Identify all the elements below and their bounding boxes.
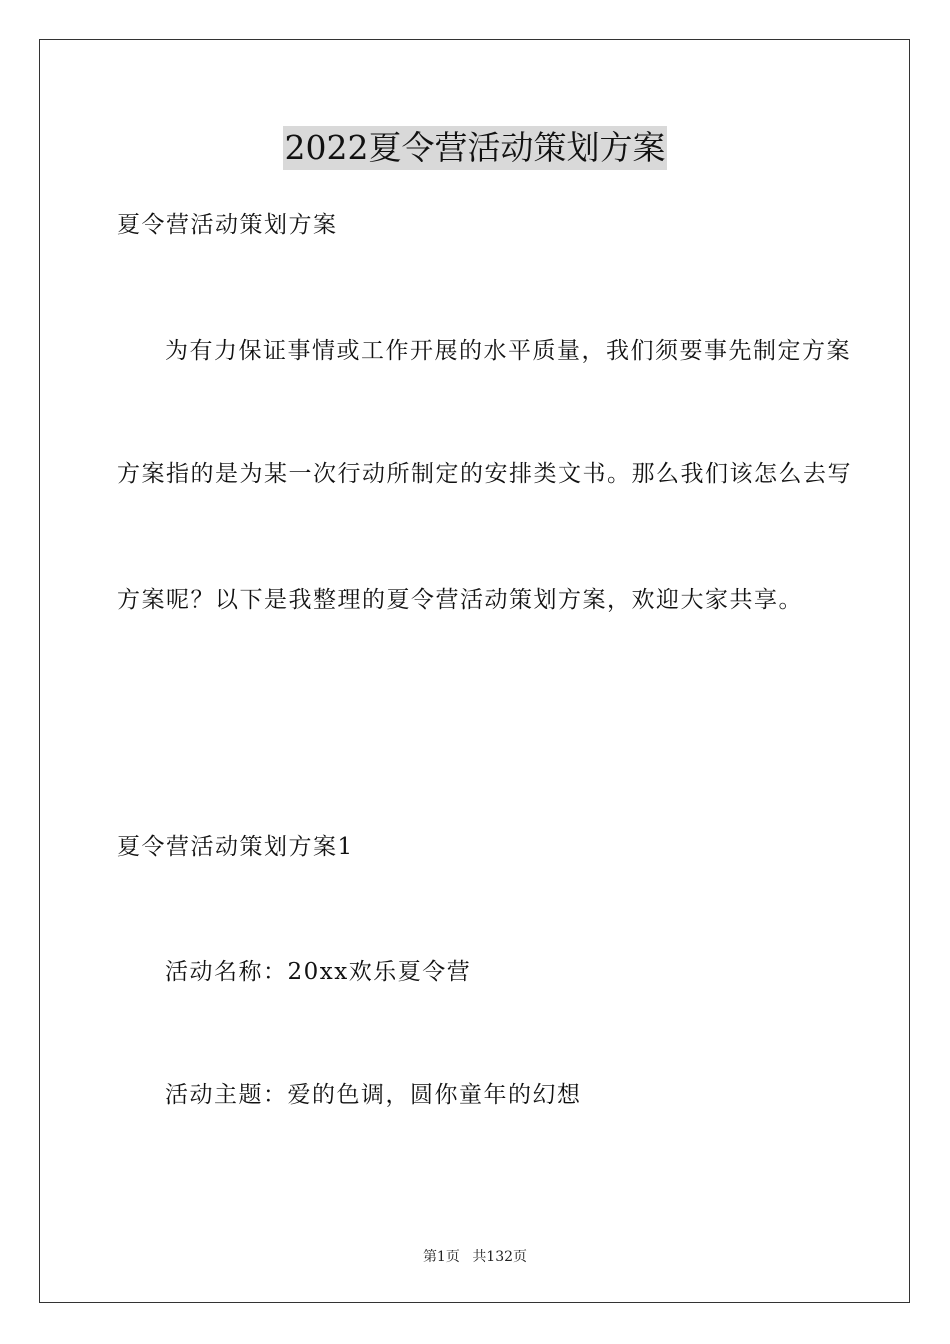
page-number-total: 共132页 — [472, 1249, 528, 1265]
page-footer — [0, 1248, 950, 1266]
document-subtitle: 夏令营活动策划方案 — [117, 212, 338, 238]
section-heading: 夏令营活动策划方案1 — [117, 834, 354, 860]
title-container — [0, 126, 950, 170]
intro-line-3: 方案呢？以下是我整理的夏令营活动策划方案，欢迎大家共享。 — [117, 587, 803, 613]
activity-name: 活动名称：20xx欢乐夏令营 — [165, 959, 472, 985]
page-number-current: 第1页 — [422, 1249, 460, 1265]
intro-line-2: 方案指的是为某一次行动所制定的安排类文书。那么我们该怎么去写 — [117, 461, 852, 487]
intro-line-1: 为有力保证事情或工作开展的水平质量，我们须要事先制定方案 — [165, 338, 851, 364]
activity-theme: 活动主题：爱的色调，圆你童年的幻想 — [165, 1082, 582, 1108]
document-title: 2022夏令营活动策划方案 — [283, 126, 668, 170]
